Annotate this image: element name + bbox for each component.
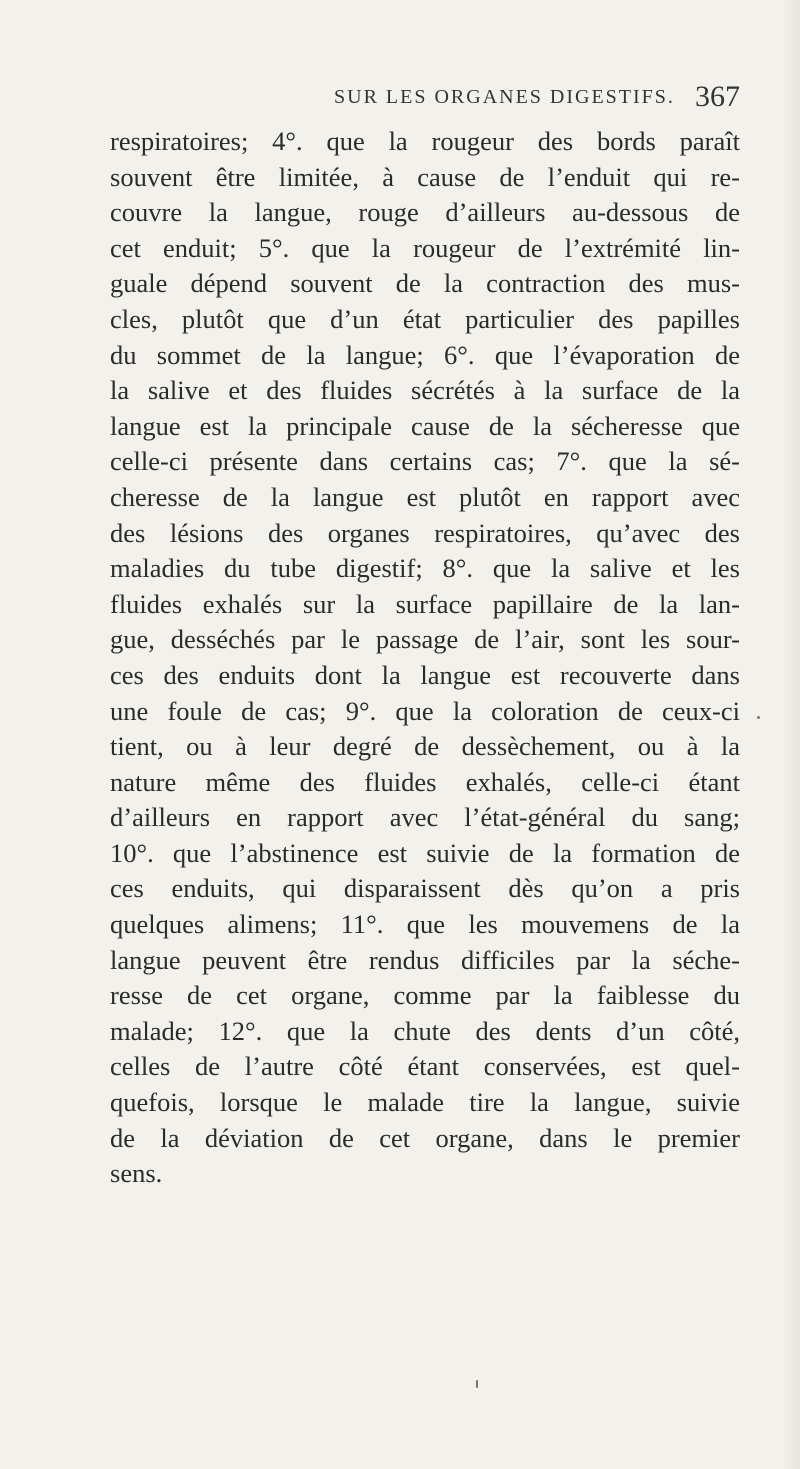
text-line: cles, plutôt que d’un état particulier des papilles xyxy=(110,303,740,334)
text-line: maladies du tube digestif; 8°. que la salive et les xyxy=(110,553,740,584)
body-text xyxy=(110,124,740,1192)
text-line: gue, desséchés par le passage de l’air, sont les sour- xyxy=(110,624,740,655)
text-line: quelques alimens; 11°. que les mouvemens de la xyxy=(110,909,740,940)
text-line: resse de cet organe, comme par la faiblesse du xyxy=(110,980,740,1011)
text-line: tient, ou à leur degré de dessèchement, ou à la xyxy=(110,731,740,762)
text-line: langue peuvent être rendus difficiles par la séche- xyxy=(110,944,740,975)
text-line: de la déviation de cet organe, dans le premier xyxy=(110,1122,740,1153)
text-line: respiratoires; 4°. que la rougeur des bords paraît xyxy=(110,126,740,156)
text-line: du sommet de la langue; 6°. que l’évaporation de xyxy=(110,339,740,370)
text-line: d’ailleurs en rapport avec l’état-général du sang; xyxy=(110,802,740,833)
text-line: ces enduits, qui disparaissent dès qu’on a pris xyxy=(110,873,740,904)
text-line: une foule de cas; 9°. que la coloration de ceux-ci xyxy=(110,695,740,726)
paper-speck xyxy=(476,1380,478,1388)
running-title: SUR LES ORGANES DIGESTIFS. xyxy=(334,86,675,108)
text-line: cheresse de la langue est plutôt en rapport avec xyxy=(110,481,740,512)
paper-speck xyxy=(757,716,760,719)
text-line: cet enduit; 5°. que la rougeur de l’extrémité lin- xyxy=(110,232,740,263)
text-line: guale dépend souvent de la contraction des mus- xyxy=(110,268,740,299)
text-line: des lésions des organes respiratoires, qu’avec des xyxy=(110,517,740,548)
text-line: fluides exhalés sur la surface papillaire de la lan- xyxy=(110,588,740,619)
text-line: malade; 12°. que la chute des dents d’un côté, xyxy=(110,1015,740,1046)
text-line: couvre la langue, rouge d’ailleurs au-dessous de xyxy=(110,197,740,228)
text-line: langue est la principale cause de la sécheresse que xyxy=(110,410,740,441)
text-line: nature même des fluides exhalés, celle-ci étant xyxy=(110,766,740,797)
text-line: ces des enduits dont la langue est recouverte dans xyxy=(110,659,740,690)
text-line: souvent être limitée, à cause de l’enduit qui re- xyxy=(110,161,740,192)
text-line: celle-ci présente dans certains cas; 7°. que la sé- xyxy=(110,446,740,477)
text-line: sens. xyxy=(110,1158,163,1189)
text-line: la salive et des fluides sécrétés à la surface de la xyxy=(110,375,740,406)
text-line: celles de l’autre côté étant conservées, est quel- xyxy=(110,1051,740,1082)
page-edge-shadow xyxy=(782,0,800,1469)
page-number: 367 xyxy=(695,80,740,113)
text-line: quefois, lorsque le malade tire la langue, suivie xyxy=(110,1087,740,1118)
text-line: 10°. que l’abstinence est suivie de la formation de xyxy=(110,837,740,868)
running-head xyxy=(110,78,740,118)
